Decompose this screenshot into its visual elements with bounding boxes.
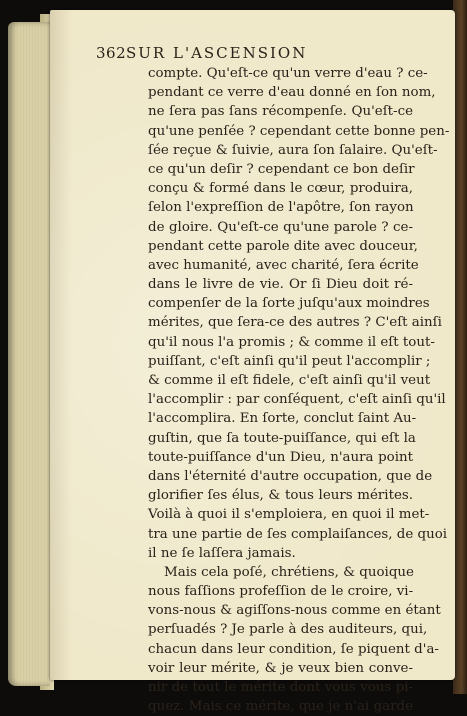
text-line: pendant ce verre d'eau donné en ſon nom,: [148, 85, 436, 101]
text-line: dans le livre de vie. Or ſi Dieu doit ré-: [148, 277, 413, 293]
running-head-title: SUR L'ASCENSION: [126, 44, 308, 62]
text-line: Voilà à quoi il s'emploiera, en quoi il met-: [148, 507, 430, 523]
text-line: il ne ſe laſſera jamais.: [148, 545, 296, 561]
text-line: compte. Qu'eſt-ce qu'un verre d'eau ? ce-: [148, 66, 428, 81]
text-line: perſuadés ? Je parle à des auditeurs, qui,: [148, 622, 428, 638]
text-line: compenſer de la ſorte juſqu'aux moindres: [148, 296, 430, 312]
text-line: ſée reçue & ſuivie, aura ſon ſalaire. Qu'eſt-: [148, 142, 438, 158]
text-line: toute-puiſſance d'un Dieu, n'aura point: [148, 449, 413, 465]
text-line: ſelon l'expreſſion de l'apôtre, ſon rayon: [148, 200, 414, 216]
text-line: glorifier ſes élus, & tous leurs mérites.: [148, 488, 413, 504]
page-number: 362: [96, 44, 127, 62]
text-line: de gloire. Qu'eſt-ce qu'une parole ? ce-: [148, 219, 413, 235]
text-line: qu'il nous l'a promis ; & comme il eſt tout-: [148, 334, 435, 350]
text-line: qu'une penſée ? cependant cette bonne pen-: [148, 123, 450, 139]
text-line: voir leur mérite, & je veux bien conve-: [148, 660, 413, 676]
text-line: ce qu'un deſir ? cependant ce bon deſir: [148, 161, 415, 177]
book-page-edges: [8, 22, 50, 686]
running-head: [96, 44, 416, 64]
text-line: mérites, que ſera-ce des autres ? C'eſt ainſi: [148, 315, 442, 331]
page-body-text: [148, 64, 450, 716]
text-line: guſtin, que ſa toute-puiſſance, qui eſt la: [148, 430, 416, 446]
text-line: quez. Mais ce mérite, que je n'ai garde: [148, 699, 413, 715]
text-line: l'accomplir : par conſéquent, c'eſt ainſi qu'il: [148, 392, 446, 408]
text-line: Mais cela poſé, chrétiens, & quoique: [164, 564, 414, 580]
text-line: puiſſant, c'eſt ainſi qu'il peut l'accomplir ;: [148, 353, 431, 369]
text-line: & comme il eſt fidele, c'eſt ainſi qu'il veut: [148, 373, 431, 388]
book-cover-edge: [453, 0, 467, 694]
text-line: nir de tout le mérite dont vous vous pi-: [148, 680, 413, 695]
text-line: pendant cette parole dite avec douceur,: [148, 238, 418, 254]
text-line: chacun dans leur condition, ſe piquent d'a-: [148, 641, 439, 657]
text-line: dans l'éternité d'autre occupation, que de: [148, 468, 433, 484]
text-line: tra une partie de ſes complaiſances, de quoi: [148, 526, 448, 542]
text-line: vons-nous & agiſſons-nous comme en étant: [148, 603, 441, 619]
text-line: conçu & formé dans le cœur, produira,: [148, 181, 413, 197]
text-line: ne ſera pas ſans récompenſe. Qu'eſt-ce: [148, 104, 413, 120]
text-line: l'accomplira. En ſorte, conclut ſaint Au-: [148, 411, 417, 427]
text-line: avec humanité, avec charité, ſera écrite: [148, 257, 419, 273]
text-line: nous faſſions profeſſion de le croire, vi-: [148, 584, 414, 600]
